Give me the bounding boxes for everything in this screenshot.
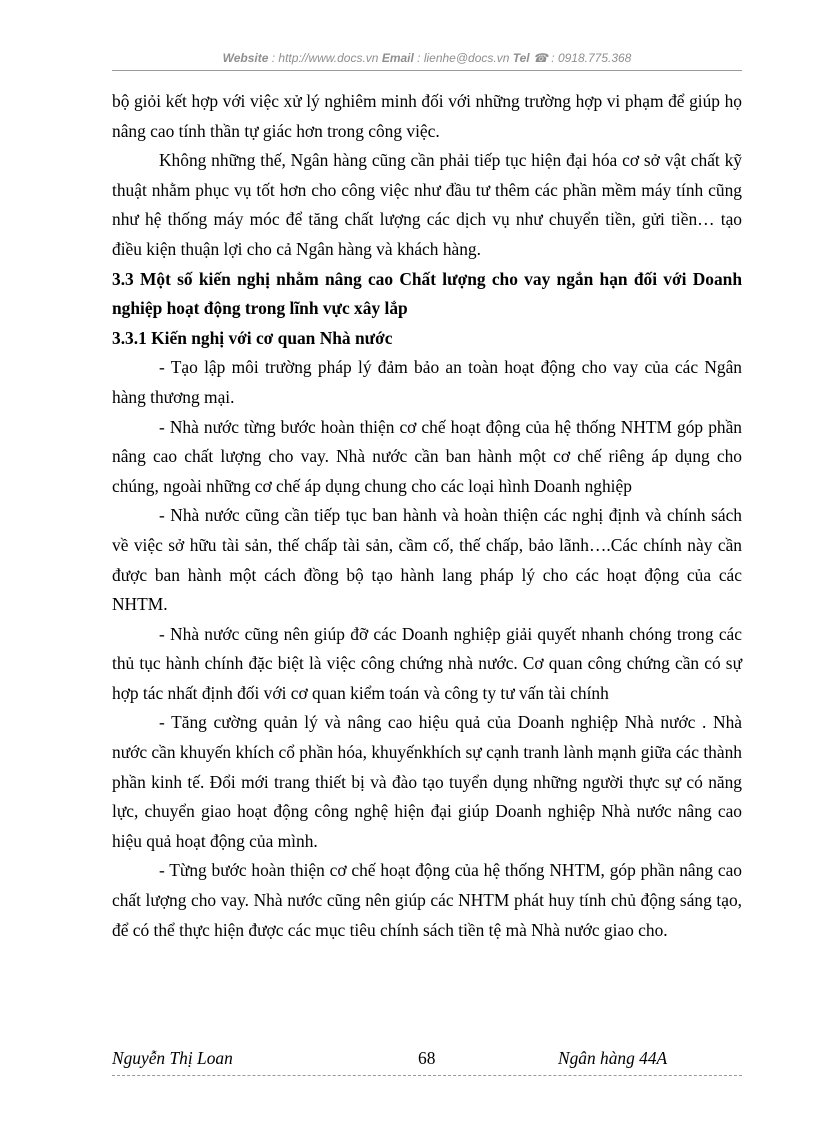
paragraph: - Nhà nước từng bước hoàn thiện cơ chế hoạt động của hệ thống NHTM góp phần nâng cao chất lượng cho vay. Nhà nước cần ban hành một cơ chế riêng áp dụng cho chúng, ngoài những cơ chế áp dụng chung cho các loại hình Doanh nghiệp: [112, 416, 742, 496]
website-label: Website: [222, 51, 269, 65]
paragraph: - Nhà nước cũng nên giúp đỡ các Doanh nghiệp giải quyết nhanh chóng trong các thủ tục hành chính đặc biệt là việc công chứng nhà nước. Cơ quan công chứng cần có sự hợp tác nhất định đối với cơ quan kiểm toán và công ty tư vấn tài chính: [112, 623, 742, 703]
email-value: : lienhe@docs.vn: [413, 51, 513, 65]
website-value: : http://www.docs.vn: [268, 51, 382, 65]
footer-divider: [112, 1075, 742, 1076]
page-header: [112, 51, 742, 65]
page-footer: [112, 1048, 742, 1072]
section-heading: 3.3 Một số kiến nghị nhằm nâng cao Chất lượng cho vay ngắn hạn đối với Doanh nghiệp hoạt động trong lĩnh vực xây lắp: [112, 268, 742, 319]
header-divider: [112, 70, 742, 71]
phone-icon: ☎: [532, 51, 548, 65]
paragraph: - Nhà nước cũng cần tiếp tục ban hành và hoàn thiện các nghị định và chính sách về việc sở hữu tài sản, thế chấp tài sản, cầm cố, thế chấp, bảo lãnh….Các chính này cần được ban hành một cách đồng bộ tạo hành lang pháp lý cho các hoạt động của các NHTM.: [112, 505, 742, 615]
tel-label: Tel: [512, 51, 530, 65]
email-label: Email: [381, 51, 414, 65]
paragraph: - Tạo lập môi trường pháp lý đảm bảo an toàn hoạt động cho vay của các Ngân hàng thương mại.: [112, 357, 742, 407]
tel-value: : 0918.775.368: [547, 51, 632, 65]
footer-course: Ngân hàng 44A: [558, 1048, 668, 1068]
paragraph: bộ giỏi kết hợp với việc xử lý nghiêm minh đối với những trường hợp vi phạm để giúp họ nâng cao tính thần tự giác hơn trong công việc.: [112, 91, 742, 141]
paragraph: - Tăng cường quản lý và nâng cao hiệu quả của Doanh nghiệp Nhà nước . Nhà nước cần khuyến khích cổ phần hóa, khuyếnkhích sự cạnh tranh lành mạnh giữa các thành phần kinh tế. Đổi mới trang thiết bị và đào tạo tuyển dụng những người thực sự có năng lực, chuyển giao hoạt động công nghệ hiện đại giúp Doanh nghiệp Nhà nước nâng cao hiệu quả hoạt động của mình.: [112, 712, 742, 851]
document-body: [112, 87, 742, 945]
paragraph: Không những thế, Ngân hàng cũng cần phải tiếp tục hiện đại hóa cơ sở vật chất kỹ thuật nhằm phục vụ tốt hơn cho công việc như đầu tư thêm các phần mềm máy tính cũng như hệ thống máy móc để tăng chất lượng các dịch vụ như chuyển tiền, gửi tiền… tạo điều kiện thuận lợi cho cả Ngân hàng và khách hàng.: [112, 150, 742, 259]
page-number: 68: [418, 1048, 436, 1068]
footer-author: Nguyễn Thị Loan: [112, 1048, 233, 1068]
paragraph: - Từng bước hoàn thiện cơ chế hoạt động của hệ thống NHTM, góp phần nâng cao chất lượng cho vay. Nhà nước cũng nên giúp các NHTM phát huy tính chủ động sáng tạo, để có thể thực hiện được các mục tiêu chính sách tiền tệ mà Nhà nước giao cho.: [112, 860, 742, 940]
subsection-heading: 3.3.1 Kiến nghị với cơ quan Nhà nước: [112, 327, 393, 348]
